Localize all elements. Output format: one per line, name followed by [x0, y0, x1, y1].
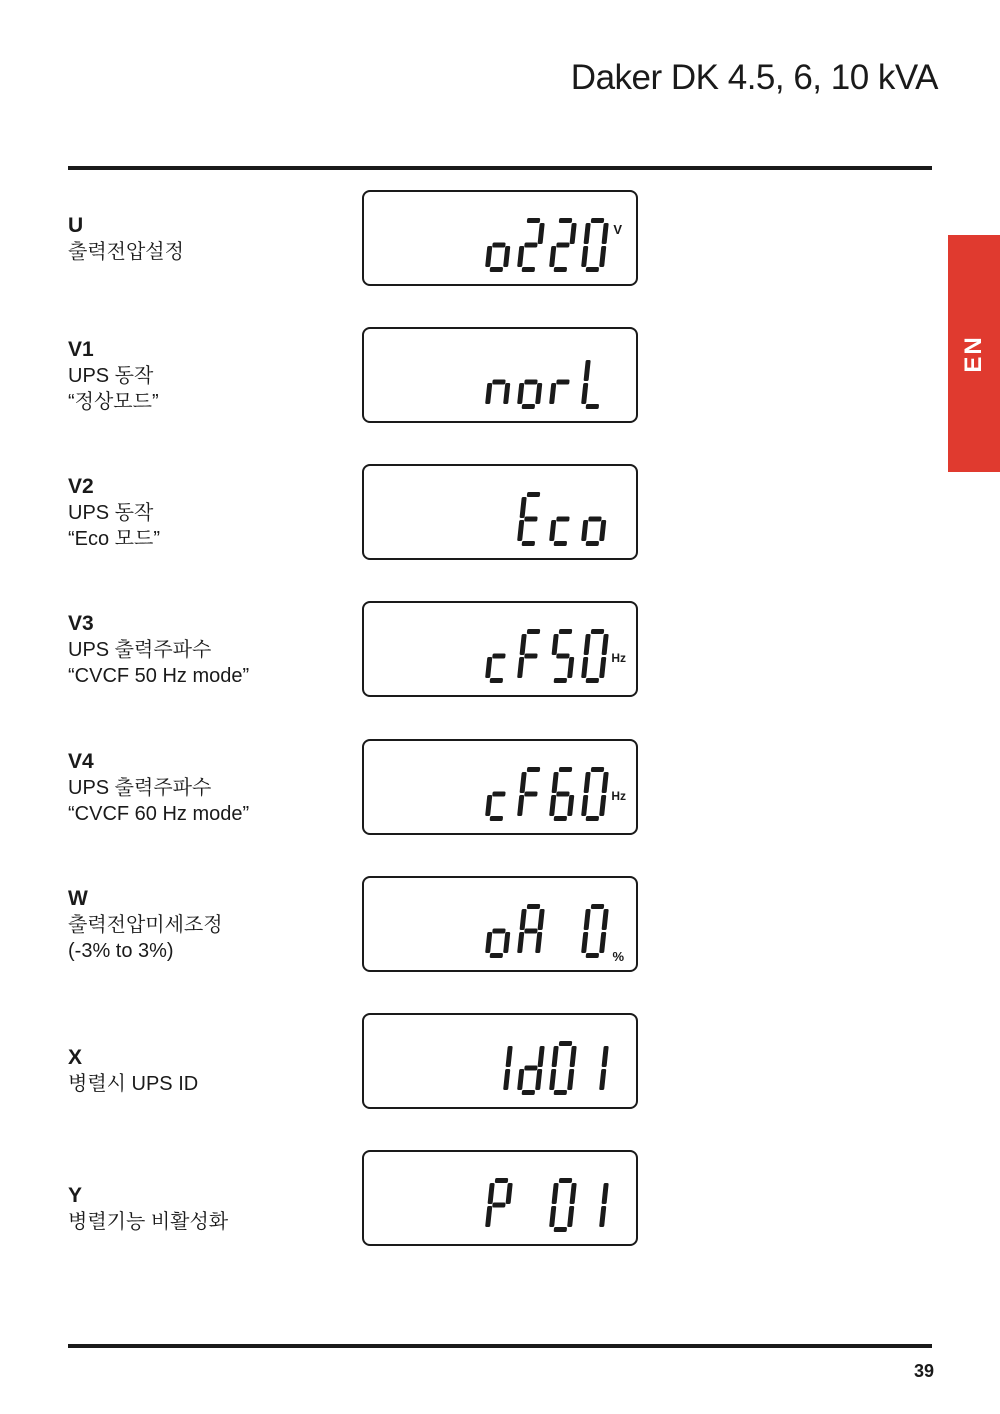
setting-description [68, 876, 348, 974]
lcd-segment-c [503, 383, 510, 404]
lcd-segment-f [584, 634, 591, 655]
setting-code: V4 [68, 750, 94, 773]
lcd-segment-g [492, 929, 506, 934]
bottom-divider [68, 1344, 932, 1348]
lcd-segment-a [527, 904, 541, 909]
lcd-segment-b [570, 1183, 577, 1204]
lcd-segment-a [527, 218, 541, 223]
lcd-digit [485, 380, 511, 405]
lcd-segment-f [520, 497, 527, 518]
lcd-segment-e [485, 657, 492, 678]
setting-description [68, 327, 348, 425]
setting-description [68, 739, 348, 837]
lcd-digit [517, 218, 546, 272]
setting-description-line: UPS 동작 [68, 365, 154, 387]
lcd-segment-a [591, 904, 605, 909]
lcd-segment-d [522, 1090, 536, 1095]
lcd-segment-e [581, 932, 588, 953]
lcd-display [362, 464, 638, 560]
language-tab[interactable] [948, 235, 1000, 472]
lcd-segment-d [554, 267, 568, 272]
lcd-digit [549, 1178, 578, 1232]
lcd-segment-c [599, 1069, 606, 1090]
lcd-segment-d [522, 404, 536, 409]
lcd-segment-d [586, 953, 600, 958]
lcd-segment-readout [364, 878, 636, 970]
setting-description [68, 1013, 348, 1111]
lcd-segment-c [503, 1069, 510, 1090]
lcd-segment-e [549, 795, 556, 816]
top-divider [68, 166, 932, 170]
lcd-segment-e [485, 383, 492, 404]
lcd-segment-e [517, 657, 524, 678]
lcd-segment-g [556, 243, 570, 248]
lcd-segment-e [581, 657, 588, 678]
lcd-digit [503, 1046, 513, 1090]
lcd-segment-c [535, 1069, 542, 1090]
lcd-digit [517, 492, 541, 546]
lcd-segment-f [552, 772, 559, 793]
lcd-segment-f [520, 909, 527, 930]
lcd-display [362, 876, 638, 972]
lcd-digit [549, 218, 578, 272]
lcd-segment-a [559, 218, 573, 223]
setting-code: U [68, 214, 84, 237]
lcd-digit [581, 629, 610, 683]
lcd-segment-readout [364, 192, 636, 284]
lcd-digit [581, 360, 604, 409]
lcd-digit [485, 243, 511, 273]
lcd-segment-e [581, 246, 588, 267]
lcd-segment-d [586, 816, 600, 821]
setting-row-v1 [68, 327, 928, 425]
lcd-segment-b [602, 1183, 609, 1204]
lcd-segment-readout [364, 1152, 636, 1244]
lcd-segment-c [503, 932, 510, 953]
setting-row-y [68, 1150, 928, 1248]
lcd-digit [485, 792, 506, 822]
lcd-segment-b [602, 772, 609, 793]
lcd-segment-g [556, 654, 570, 659]
lcd-segment-f [584, 909, 591, 930]
lcd-segment-e [549, 520, 556, 541]
lcd-segment-f [520, 634, 527, 655]
lcd-segment-g [492, 654, 506, 659]
lcd-segment-b [602, 223, 609, 244]
lcd-digit [549, 629, 578, 683]
lcd-segment-b [602, 634, 609, 655]
lcd-display [362, 739, 638, 835]
lcd-segment-e [549, 1069, 556, 1090]
lcd-digit [581, 904, 610, 958]
lcd-segment-c [503, 246, 510, 267]
setting-description-line: 출력전압미세조정 [68, 914, 223, 936]
lcd-segment-b [506, 1046, 513, 1067]
lcd-segment-c [599, 246, 606, 267]
lcd-digit [581, 218, 610, 272]
lcd-segment-f [552, 634, 559, 655]
lcd-segment-f [584, 360, 591, 381]
lcd-segment-f [488, 1183, 495, 1204]
lcd-segment-d [554, 678, 568, 683]
lcd-digit [549, 1041, 578, 1095]
setting-description-line: (-3% to 3%) [68, 940, 174, 962]
lcd-segment-f [584, 772, 591, 793]
lcd-segment-a [527, 492, 541, 497]
lcd-digit [599, 1183, 609, 1227]
lcd-segment-e [517, 932, 524, 953]
lcd-segment-g [524, 929, 538, 934]
lcd-segment-e [517, 795, 524, 816]
setting-code: W [68, 887, 88, 910]
lcd-segment-g [492, 792, 506, 797]
lcd-segment-b [506, 1183, 513, 1204]
lcd-segment-e [485, 246, 492, 267]
lcd-display [362, 1150, 638, 1246]
lcd-digit [549, 517, 570, 547]
lcd-unit-label: Hz [611, 789, 626, 803]
lcd-segment-c [535, 932, 542, 953]
lcd-segment-c [567, 1069, 574, 1090]
setting-code: V2 [68, 475, 94, 498]
lcd-segment-d [554, 541, 568, 546]
lcd-segment-d [522, 541, 536, 546]
lcd-segment-g [492, 380, 506, 385]
lcd-segment-b [538, 223, 545, 244]
lcd-segment-c [535, 383, 542, 404]
lcd-segment-c [599, 932, 606, 953]
lcd-segment-f [584, 223, 591, 244]
lcd-segment-c [599, 657, 606, 678]
lcd-segment-e [581, 795, 588, 816]
lcd-digit [549, 767, 578, 821]
lcd-digit [485, 929, 511, 959]
setting-description [68, 601, 348, 699]
lcd-segment-c [567, 795, 574, 816]
lcd-segment-a [527, 767, 541, 772]
lcd-segment-g [556, 380, 570, 385]
lcd-segment-d [490, 953, 504, 958]
lcd-segment-e [517, 520, 524, 541]
lcd-segment-readout [364, 603, 636, 695]
lcd-segment-a [527, 629, 541, 634]
lcd-segment-b [570, 223, 577, 244]
lcd-digit [485, 654, 506, 684]
lcd-display [362, 190, 638, 286]
lcd-segment-a [591, 629, 605, 634]
lcd-digit [517, 1046, 545, 1095]
setting-row-u [68, 190, 928, 288]
lcd-segment-readout [364, 466, 636, 558]
lcd-segment-b [602, 909, 609, 930]
lcd-segment-g [524, 243, 538, 248]
lcd-segment-a [591, 218, 605, 223]
setting-row-x [68, 1013, 928, 1111]
lcd-digit [581, 517, 607, 547]
lcd-segment-c [567, 657, 574, 678]
lcd-segment-e [485, 795, 492, 816]
lcd-segment-d [490, 267, 504, 272]
lcd-segment-e [485, 932, 492, 953]
setting-code: X [68, 1046, 83, 1069]
lcd-display [362, 327, 638, 423]
lcd-unit-label: V [613, 222, 622, 237]
lcd-segment-g [492, 243, 506, 248]
lcd-segment-c [567, 1206, 574, 1227]
setting-description [68, 464, 348, 562]
lcd-segment-f [552, 1183, 559, 1204]
setting-description-line: UPS 출력주파수 [68, 777, 212, 799]
setting-code: Y [68, 1184, 83, 1207]
lcd-digit [485, 1178, 513, 1227]
lcd-segment-e [549, 246, 556, 267]
lcd-segment-g [556, 517, 570, 522]
lcd-segment-e [581, 520, 588, 541]
lcd-segment-e [581, 383, 588, 404]
setting-description-line: 출력전압설정 [68, 241, 184, 263]
setting-description-line: 병렬기능 비활성화 [68, 1211, 229, 1233]
lcd-segment-b [570, 1046, 577, 1067]
lcd-segment-d [490, 678, 504, 683]
lcd-segment-e [517, 1069, 524, 1090]
lcd-segment-d [586, 404, 600, 409]
lcd-segment-a [559, 767, 573, 772]
document-title: Daker DK 4.5, 6, 10 kVA [570, 58, 938, 97]
lcd-segment-readout [364, 329, 636, 421]
lcd-segment-c [599, 520, 606, 541]
lcd-segment-d [554, 1227, 568, 1232]
setting-description-line: UPS 출력주파수 [68, 639, 212, 661]
lcd-segment-readout [364, 1015, 636, 1107]
lcd-segment-g [524, 1066, 538, 1071]
lcd-segment-g [492, 1203, 506, 1208]
lcd-segment-readout [364, 741, 636, 833]
lcd-segment-d [490, 816, 504, 821]
setting-description-line: “Eco 모드” [68, 528, 160, 550]
setting-description [68, 190, 348, 288]
lcd-digit [549, 380, 570, 405]
lcd-segment-e [517, 246, 524, 267]
setting-row-v2 [68, 464, 928, 562]
lcd-segment-g [588, 517, 602, 522]
setting-row-v3 [68, 601, 928, 699]
lcd-display [362, 601, 638, 697]
setting-description-line: 병렬시 UPS ID [68, 1073, 199, 1095]
lcd-segment-a [559, 629, 573, 634]
lcd-segment-d [522, 267, 536, 272]
lcd-segment-c [599, 1206, 606, 1227]
setting-description-line: “CVCF 60 Hz mode” [68, 803, 250, 825]
lcd-digit [517, 380, 543, 410]
lcd-segment-b [538, 909, 545, 930]
lcd-segment-e [549, 383, 556, 404]
lcd-digit [517, 767, 540, 816]
page-number: 39 [913, 1361, 934, 1381]
lcd-segment-g [524, 380, 538, 385]
setting-code: V3 [68, 612, 94, 635]
lcd-unit-label: % [612, 949, 624, 964]
lcd-segment-g [556, 792, 570, 797]
setting-row-v4 [68, 739, 928, 837]
setting-description [68, 1150, 348, 1248]
lcd-segment-e [549, 1206, 556, 1227]
lcd-segment-c [599, 795, 606, 816]
lcd-segment-g [524, 517, 538, 522]
lcd-digit [517, 629, 540, 678]
language-tab-label: EN [960, 334, 987, 373]
lcd-segment-d [554, 1090, 568, 1095]
lcd-segment-e [485, 1206, 492, 1227]
lcd-segment-d [586, 541, 600, 546]
lcd-segment-a [495, 1178, 509, 1183]
lcd-segment-b [538, 1046, 545, 1067]
lcd-segment-d [586, 267, 600, 272]
lcd-display [362, 1013, 638, 1109]
lcd-segment-e [517, 383, 524, 404]
lcd-segment-f [520, 772, 527, 793]
lcd-segment-f [552, 1046, 559, 1067]
lcd-digit [599, 1046, 609, 1090]
setting-description-line: “CVCF 50 Hz mode” [68, 665, 250, 687]
setting-description-line: “정상모드” [68, 391, 159, 413]
setting-code: V1 [68, 338, 94, 361]
lcd-digit [517, 904, 545, 953]
lcd-digit [581, 767, 610, 821]
lcd-segment-d [554, 816, 568, 821]
lcd-segment-b [602, 1046, 609, 1067]
lcd-segment-d [586, 678, 600, 683]
lcd-segment-g [524, 654, 538, 659]
lcd-segment-a [591, 767, 605, 772]
lcd-segment-a [559, 1178, 573, 1183]
setting-description-line: UPS 동작 [68, 502, 154, 524]
setting-row-w [68, 876, 928, 974]
lcd-segment-a [559, 1041, 573, 1046]
lcd-unit-label: Hz [611, 651, 626, 665]
lcd-segment-g [524, 792, 538, 797]
